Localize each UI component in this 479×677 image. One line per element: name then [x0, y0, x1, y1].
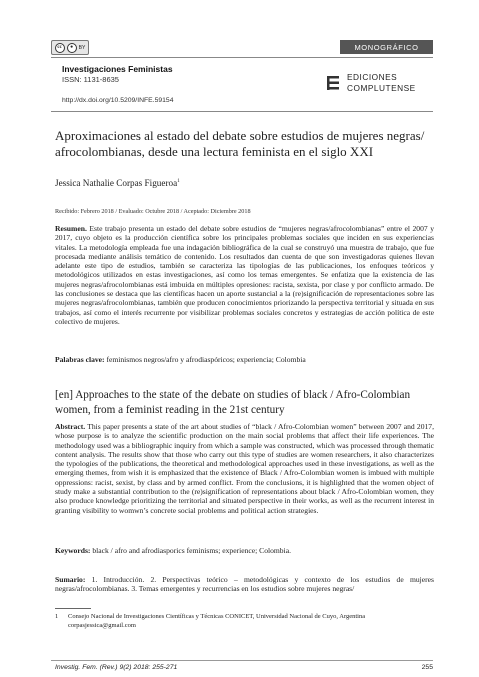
author-name: Jessica Nathalie Corpas Figueroa$^1$	[55, 178, 180, 188]
footnote: 1 Consejo Nacional de Investigaciones Científicas y Técnicas CONICET, Universidad Nacional de Cuyo, Argentina corpasjessica@gmail.com	[55, 613, 433, 630]
attribution-icon: ●	[67, 43, 77, 53]
by-label: BY	[78, 44, 86, 51]
article-dates: Recibido: Febrero 2018 / Evaluado: Octubre 2018 / Aceptado: Diciembre 2018	[55, 208, 251, 215]
cc-icon: cc	[55, 43, 65, 53]
keywords: Keywords: black / afro and afrodiasporics feminisms; experience; Colombia.	[55, 546, 291, 555]
footnote-email[interactable]: corpasjessica@gmail.com	[68, 621, 136, 629]
abstract-paragraph: Abstract. This paper presents a state of the art about studies of “black / Afro-Colombian women” between 2007 and 2017, whose purpose is to analyze the scientific production on the main social problems that affect their life experiences. The methodology used was a bibliographic inquiry from which a sample was constructed, which was processed through thematic content analysis. The results show that those who carry out this type of studies are women researchers, it also characterizes the typologies of the publications, the theoretical and methodological approaches used in these investigations, as well as the emerging themes, from wish it is emphasized that the existence of Black / Afro-Colombian women is imbued with multiple oppressions: racist, sexist, by class and by armed conflict. From the conclusions, it is highlighted that the women object of study make a substantial contribution to the (re)signification of representations about black / Afro-Colombian women, they also produce knowledge prioritizing the territorial and situated perspective in their works, as well as the recurrent interest in granting visibility to womwn’s concrete social problems and political action strategies.	[55, 422, 434, 515]
page-footer-citation: Investig. Fem. (Rev.) 9(2) 2018: 255-271	[55, 664, 178, 671]
header-top-rule	[51, 57, 433, 58]
page-number: 255	[421, 664, 433, 671]
cc-license-badge	[51, 40, 89, 55]
monografico-badge: MONOGRÁFICO	[340, 40, 433, 54]
palabras-clave: Palabras clave: feminismos negros/afro y afrodiaspóricos; experiencia; Colombia	[55, 355, 306, 364]
resumen-paragraph: Resumen. Este trabajo presenta un estado del debate sobre estudios de “mujeres negras/afrocolombianas” entre el 2007 y 2017, cuyo objeto es la producción científica sobre los principales problemas sociales que inciden en sus experiencias vitales. La metodología empleada fue una indagación bibliográfica de la cual se construyó una muestra de trabajo, que fue procesada mediante análisis temático de contenido. Los resultados dan cuenta de que son investigadoras quienes llevan adelante este tipo de estudios, también se caracteriza las tipologías de las publicaciones, los enfoques teóricos y metodológicos utilizados en estas investigaciones, así como los temas emergentes. Se enfatiza que la existencia de las mujeres negras/afrocolombianas está imbuida en múltiples opresiones: racista, sexista, por clase y por conflicto armado. De las conclusiones se destaca que las científicas hacen un aporte sustancial a la (re)significación de representaciones sobre las mujeres negras/afrocolombianas, también que producen conocimientos priorizando la perspectiva territorial y situada en sus trabajos, así como el interés recurrente por visibilizar problemas sociales concretos y estrategias de acción política de este colectivo de mujeres.	[55, 224, 434, 326]
ediciones-complutense-logo-icon	[327, 76, 339, 90]
journal-issn: ISSN: 1131-8635	[62, 75, 119, 84]
doi-link[interactable]: http://dx.doi.org/10.5209/INFE.59154	[62, 97, 174, 104]
footnote-rule	[55, 608, 91, 609]
footnote-number: 1	[55, 613, 59, 620]
publisher-name: EDICIONES COMPLUTENSE	[347, 72, 416, 93]
page-footer-rule	[51, 660, 433, 661]
header-bottom-rule	[51, 111, 433, 112]
journal-title: Investigaciones Feministas	[62, 64, 173, 74]
article-title-es: Aproximaciones al estado del debate sobre estudios de mujeres negras/ afrocolombianas, desde una lectura feminista en el siglo XXI	[55, 128, 425, 159]
sumario-paragraph: Sumario: 1. Introducción. 2. Perspectivas teórico – metodológicas y contexto de los estudios de mujeres negras/afrocolombianas. 3. Temas emergentes y recurrencias en los estudios sobre mujeres negras/	[55, 575, 434, 594]
article-title-en: [en] Approaches to the state of the debate on studies of black / Afro-Colombian women, from a feminist reading in the 21st century	[55, 389, 411, 416]
